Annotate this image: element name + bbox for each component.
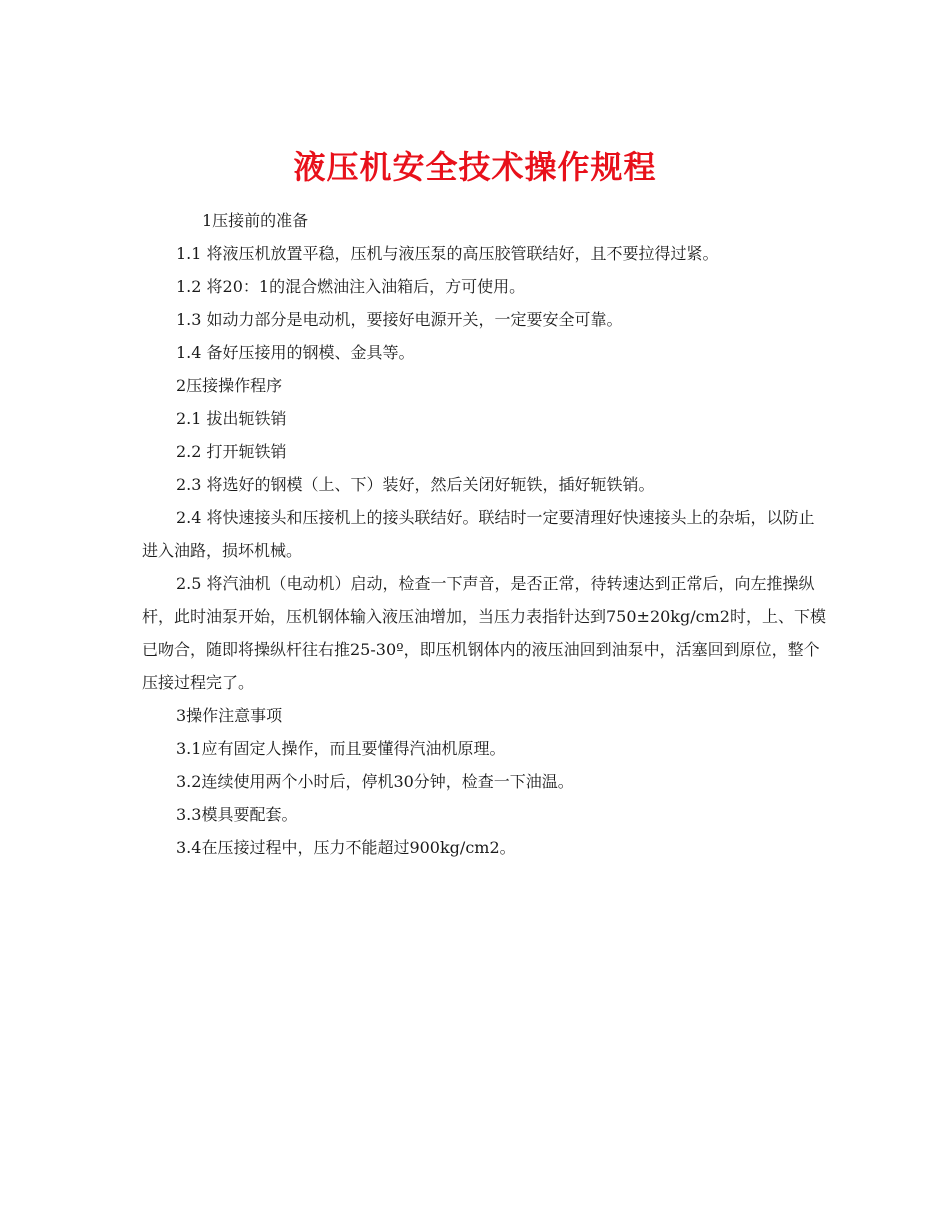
section-heading-2: 2压接操作程序 [176,376,283,395]
paragraph-2-2: 2.2 打开轭铁销 [176,442,287,461]
paragraph-3-4: 3.4在压接过程中，压力不能超过900kg/cm2。 [176,838,516,857]
document-title: 液压机安全技术操作规程 [293,148,657,187]
paragraph-3-1: 3.1应有固定人操作，而且要懂得汽油机原理。 [176,739,506,758]
document-body [142,204,827,864]
section-heading-1: 1压接前的准备 [202,211,309,230]
paragraph-1-3: 1.3 如动力部分是电动机，要接好电源开关，一定要安全可靠。 [176,310,623,329]
paragraph-1-4: 1.4 备好压接用的钢模、金具等。 [176,343,415,362]
paragraph-1-2: 1.2 将20：1的混合燃油注入油箱后，方可使用。 [176,277,526,296]
paragraph-2-3: 2.3 将选好的钢模（上、下）装好，然后关闭好轭铁，插好轭铁销。 [176,475,655,494]
paragraph-2-4: 2.4 将快速接头和压接机上的接头联结好。联结时一定要清理好快速接头上的杂垢，以防止进入油路，损坏机械。 [142,508,815,560]
paragraph-1-1: 1.1 将液压机放置平稳，压机与液压泵的高压胶管联结好，且不要拉得过紧。 [176,244,719,263]
paragraph-2-5: 2.5 将汽油机（电动机）启动，检查一下声音，是否正常，待转速达到正常后，向左推操纵杆，此时油泵开始，压机钢体输入液压油增加，当压力表指针达到750±20kg/cm2时，上、下模已吻合，随即将操纵杆往右推25-30º，即压机钢体内的液压油回到油泵中，活塞回到原位，整个压接过程完了。 [142,574,826,692]
paragraph-2-1: 2.1 拔出轭铁销 [176,409,287,428]
section-heading-3: 3操作注意事项 [176,706,283,725]
paragraph-3-2: 3.2连续使用两个小时后，停机30分钟，检查一下油温。 [176,772,574,791]
paragraph-3-3: 3.3模具要配套。 [176,805,298,824]
